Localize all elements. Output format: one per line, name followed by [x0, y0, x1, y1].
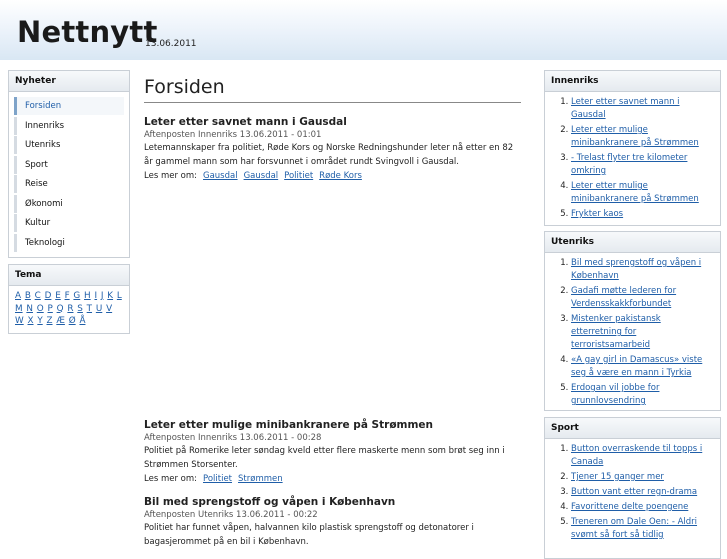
tag-link[interactable]: Gausdal: [203, 171, 238, 181]
headline-link[interactable]: Favorittene delte poengene: [571, 502, 689, 512]
article-title[interactable]: Leter etter mulige minibankranere på Strømmen: [144, 419, 434, 431]
list-item: [571, 96, 714, 122]
article: [144, 418, 524, 486]
list-item: [571, 257, 714, 283]
headline-link[interactable]: Erdogan vil jobbe for grunnlovsendring: [571, 383, 660, 406]
tag-link[interactable]: Gausdal: [243, 171, 279, 181]
letter-link[interactable]: P: [47, 303, 53, 314]
article-meta: Aftenposten Utenriks 13.06.2011 - 00:22: [144, 510, 318, 520]
sport-list: [545, 439, 720, 549]
letter-link[interactable]: A: [15, 291, 22, 301]
nav-item-okonomi[interactable]: Økonomi: [14, 195, 124, 213]
nyheter-box: [8, 70, 130, 258]
page-title: Forsiden: [144, 76, 521, 103]
headline-link[interactable]: Treneren om Dale Oen: - Aldri svømt så fort så tidlig: [571, 517, 698, 540]
letter-link[interactable]: O: [36, 303, 44, 314]
headline-link[interactable]: Leter etter savnet mann i Gausdal: [571, 97, 680, 120]
letter-link[interactable]: C: [34, 291, 41, 301]
headline-link[interactable]: Button overraskende til topps i Canada: [571, 444, 703, 467]
letter-link[interactable]: U: [95, 303, 103, 314]
read-more-label: Les mer om:: [144, 474, 197, 484]
letter-link[interactable]: Q: [56, 303, 64, 314]
headline-link[interactable]: Gadafi møtte lederen for Verdensskakkforbundet: [571, 286, 677, 309]
list-item: [571, 208, 714, 221]
innenriks-title: Innenriks: [545, 71, 720, 92]
innenriks-box: [544, 70, 721, 226]
utenriks-box: [544, 231, 721, 411]
list-item: [571, 152, 714, 178]
list-item: [571, 443, 714, 469]
headline-link[interactable]: Bil med sprengstoff og våpen i København: [571, 258, 702, 281]
headline-link[interactable]: - Trelast flyter tre kilometer omkring: [571, 153, 688, 176]
article-text: Politiet har funnet våpen, halvannen kilo plastisk sprengstoff og detonatorer i bagasjerommet på en bil i København.: [144, 523, 474, 547]
article: [144, 115, 524, 183]
tag-link[interactable]: Strømmen: [238, 474, 283, 484]
article-text: Politiet på Romerike leter søndag kveld etter flere maskerte menn som brøt seg inn i Strømmen Storsenter.: [144, 446, 505, 470]
nav-item-innenriks[interactable]: Innenriks: [14, 117, 124, 135]
letter-link[interactable]: S: [77, 303, 83, 314]
tema-box: [8, 264, 130, 334]
letter-link[interactable]: B: [24, 291, 31, 301]
article: [144, 495, 524, 549]
letter-link[interactable]: J: [100, 291, 104, 301]
list-item: [571, 124, 714, 150]
list-item: [571, 285, 714, 311]
nav-item-kultur[interactable]: Kultur: [14, 214, 124, 232]
letter-link[interactable]: V: [106, 303, 113, 314]
sport-box: [544, 417, 721, 559]
letter-link[interactable]: E: [55, 291, 61, 301]
letter-link[interactable]: R: [67, 303, 74, 314]
letter-link[interactable]: Æ: [56, 316, 65, 326]
letter-link[interactable]: Z: [46, 316, 53, 326]
headline-link[interactable]: Leter etter mulige minibankranere på Strømmen: [571, 125, 699, 148]
letter-link[interactable]: F: [64, 291, 70, 301]
letter-link[interactable]: H: [84, 291, 91, 301]
tag-link[interactable]: Politiet: [203, 474, 233, 484]
headline-link[interactable]: Button vant etter regn-drama: [571, 487, 698, 497]
nav-item-sport[interactable]: Sport: [14, 156, 124, 174]
utenriks-list: [545, 253, 720, 415]
letter-link[interactable]: T: [86, 303, 93, 314]
list-item: [571, 354, 714, 380]
nyheter-nav: [9, 92, 129, 259]
headline-link[interactable]: Tjener 15 ganger mer: [571, 472, 664, 482]
list-item: [571, 501, 714, 514]
innenriks-list: [545, 92, 720, 228]
article-text: Letemannskaper fra politiet, Røde Kors og Norske Redningshunder leter nå etter en 82 år gammel mann som har forsvunnet i området rundt Svingvoll i Gausdal.: [144, 143, 514, 167]
letter-link[interactable]: M: [15, 303, 23, 314]
letter-link[interactable]: Ø: [68, 316, 76, 326]
article-meta: Aftenposten Innenriks 13.06.2011 - 00:28: [144, 433, 322, 443]
list-item: [571, 486, 714, 499]
letter-link[interactable]: Å: [79, 316, 86, 326]
list-item: [571, 313, 714, 352]
nav-item-teknologi[interactable]: Teknologi: [14, 234, 124, 252]
list-item: [571, 516, 714, 542]
nyheter-title: Nyheter: [9, 71, 129, 92]
site-header: [0, 0, 727, 60]
letter-link[interactable]: G: [73, 291, 81, 301]
letter-link[interactable]: X: [27, 316, 34, 326]
letter-link[interactable]: L: [116, 291, 122, 301]
headline-link[interactable]: Mistenker pakistansk etterretning for terroristsamarbeid: [571, 314, 661, 350]
main-content: [144, 76, 521, 103]
site-logo[interactable]: Nettnytt: [17, 15, 158, 49]
letter-link[interactable]: I: [94, 291, 98, 301]
letter-link[interactable]: W: [15, 316, 24, 326]
list-item: [571, 471, 714, 484]
list-item: [571, 180, 714, 206]
article-title[interactable]: Bil med sprengstoff og våpen i København: [144, 496, 396, 508]
article-tags: [144, 169, 524, 183]
headline-link[interactable]: «A gay girl in Damascus» viste seg å være en mann i Tyrkia: [571, 355, 703, 378]
article-title[interactable]: Leter etter savnet mann i Gausdal: [144, 116, 347, 128]
article-tags: [144, 472, 524, 486]
tema-title: Tema: [9, 265, 129, 286]
article-meta: Aftenposten Innenriks 13.06.2011 - 01:01: [144, 130, 322, 140]
letter-link[interactable]: K: [107, 291, 114, 301]
tag-link[interactable]: Politiet: [284, 171, 314, 181]
letter-link[interactable]: Y: [37, 316, 43, 326]
headline-link[interactable]: Leter etter mulige minibankranere på Strømmen: [571, 181, 699, 204]
headline-link[interactable]: Frykter kaos: [571, 209, 624, 219]
sport-title: Sport: [545, 418, 720, 439]
utenriks-title: Utenriks: [545, 232, 720, 253]
nav-item-forsiden[interactable]: Forsiden: [14, 97, 124, 115]
tag-link[interactable]: Røde Kors: [319, 171, 362, 181]
letter-link[interactable]: N: [26, 303, 33, 314]
letter-link[interactable]: D: [44, 291, 52, 301]
list-item: [571, 382, 714, 408]
nav-item-reise[interactable]: Reise: [14, 175, 124, 193]
read-more-label: Les mer om:: [144, 171, 197, 181]
header-date: 13.06.2011: [145, 39, 197, 49]
nav-item-utenriks[interactable]: Utenriks: [14, 136, 124, 154]
letter-index: [9, 286, 129, 332]
